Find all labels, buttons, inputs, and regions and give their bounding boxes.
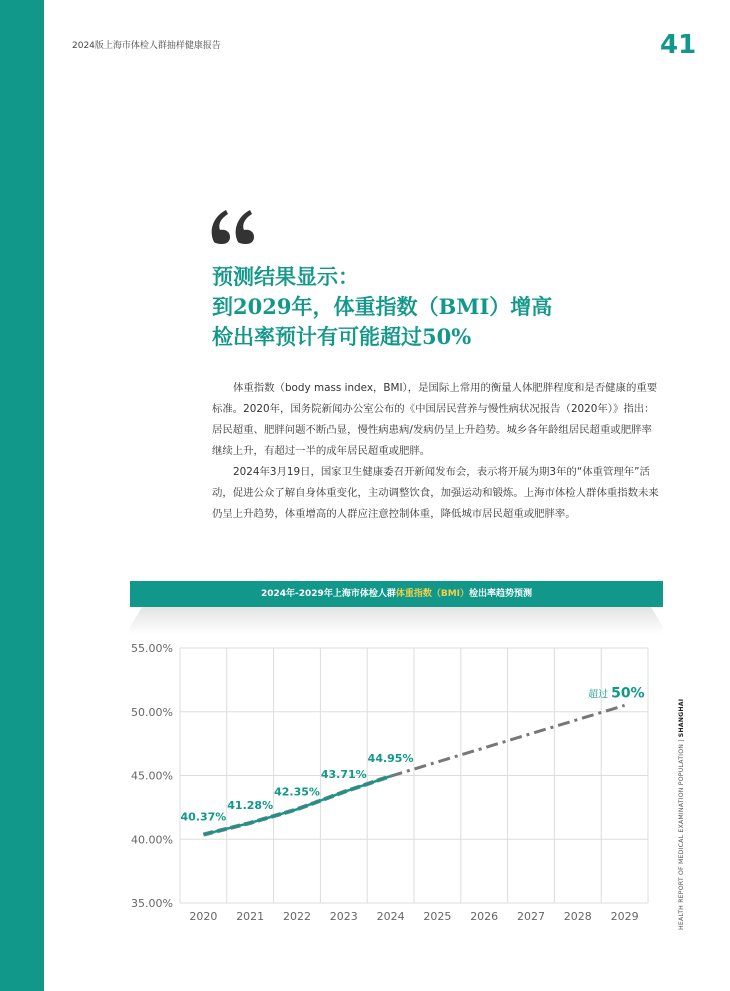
- annotation-prefix: 超过: [588, 689, 609, 701]
- quote-mark-icon: [210, 208, 258, 248]
- chart-title-part-3: 检出率趋势预测: [469, 589, 533, 599]
- x-tick-label: 2024: [376, 910, 405, 923]
- x-tick-label: 2027: [517, 910, 545, 923]
- headline-line-2: 到2029年，体重指数（BMI）增高: [212, 294, 553, 319]
- bmi-trend-chart: [120, 630, 660, 930]
- forecast-annotation: [588, 685, 645, 701]
- y-tick-label: 35.00%: [131, 897, 173, 910]
- chart-title-part-1: 2024年-2029年上海市体检人群: [260, 589, 396, 599]
- data-label: 44.95%: [367, 752, 414, 766]
- x-tick-label: 2020: [189, 910, 218, 923]
- paragraph-1: 体重指数（body mass index，BMI），是国际上常用的衡量人体肥胖程度和是否健康的重要标准。2020年，国务院新闻办公室公布的《中国居民营养与慢性病状况报告（2020年）》指出：居民超重、肥胖问题不断凸显，慢性病患病/发病仍呈上升趋势。城乡各年龄组居民超重或肥胖率继续上升，有超过一半的成年居民超重或肥胖。: [212, 382, 658, 457]
- headline: [212, 262, 652, 352]
- x-tick-label: 2025: [423, 910, 452, 923]
- left-accent-bar: [0, 0, 44, 991]
- data-label: 41.28%: [227, 798, 274, 812]
- x-tick-label: 2023: [329, 910, 358, 923]
- chart-title-banner: [130, 581, 663, 607]
- chart-title-highlight: 体重指数（BMI）: [395, 589, 469, 599]
- x-tick-label: 2026: [470, 910, 499, 923]
- data-label: 42.35%: [274, 785, 320, 799]
- x-tick-label: 2022: [283, 910, 311, 923]
- headline-line-1: 预测结果显示：: [212, 264, 359, 289]
- y-tick-label: 45.00%: [131, 769, 173, 783]
- page-number: 41: [660, 30, 697, 60]
- y-tick-label: 40.00%: [131, 833, 173, 847]
- side-label-text: HEALTH REPORT OF MEDICAL EXAMINATION POPULATION: [678, 743, 685, 930]
- paragraph-2: 2024年3月19日，国家卫生健康委召开新闻发布会，表示将开展为期3年的“体重管理年”活动，促进公众了解自身体重变化，主动调整饮食，加强运动和锻炼。上海市体检人群体重指数未来仍呈上升趋势，体重增高的人群应注意控制体重，降低城市居民超重或肥胖率。: [212, 466, 659, 520]
- data-label: 40.37%: [180, 810, 227, 824]
- x-tick-label: 2021: [236, 910, 265, 923]
- side-label-separator: |: [678, 739, 685, 742]
- y-tick-label: 50.00%: [131, 705, 173, 719]
- y-tick-label: 55.00%: [131, 642, 173, 655]
- x-tick-label: 2028: [563, 910, 592, 923]
- annotation-value: 50%: [611, 685, 645, 702]
- report-title: 2024版上海市体检人群抽样健康报告: [72, 41, 221, 51]
- body-text: [212, 378, 662, 525]
- headline-line-3: 检出率预计有可能超过50%: [212, 324, 472, 349]
- data-label: 43.71%: [320, 767, 367, 781]
- side-label-city: SHANGHAI: [678, 698, 685, 738]
- side-label: [678, 690, 685, 930]
- x-tick-label: 2029: [610, 910, 639, 923]
